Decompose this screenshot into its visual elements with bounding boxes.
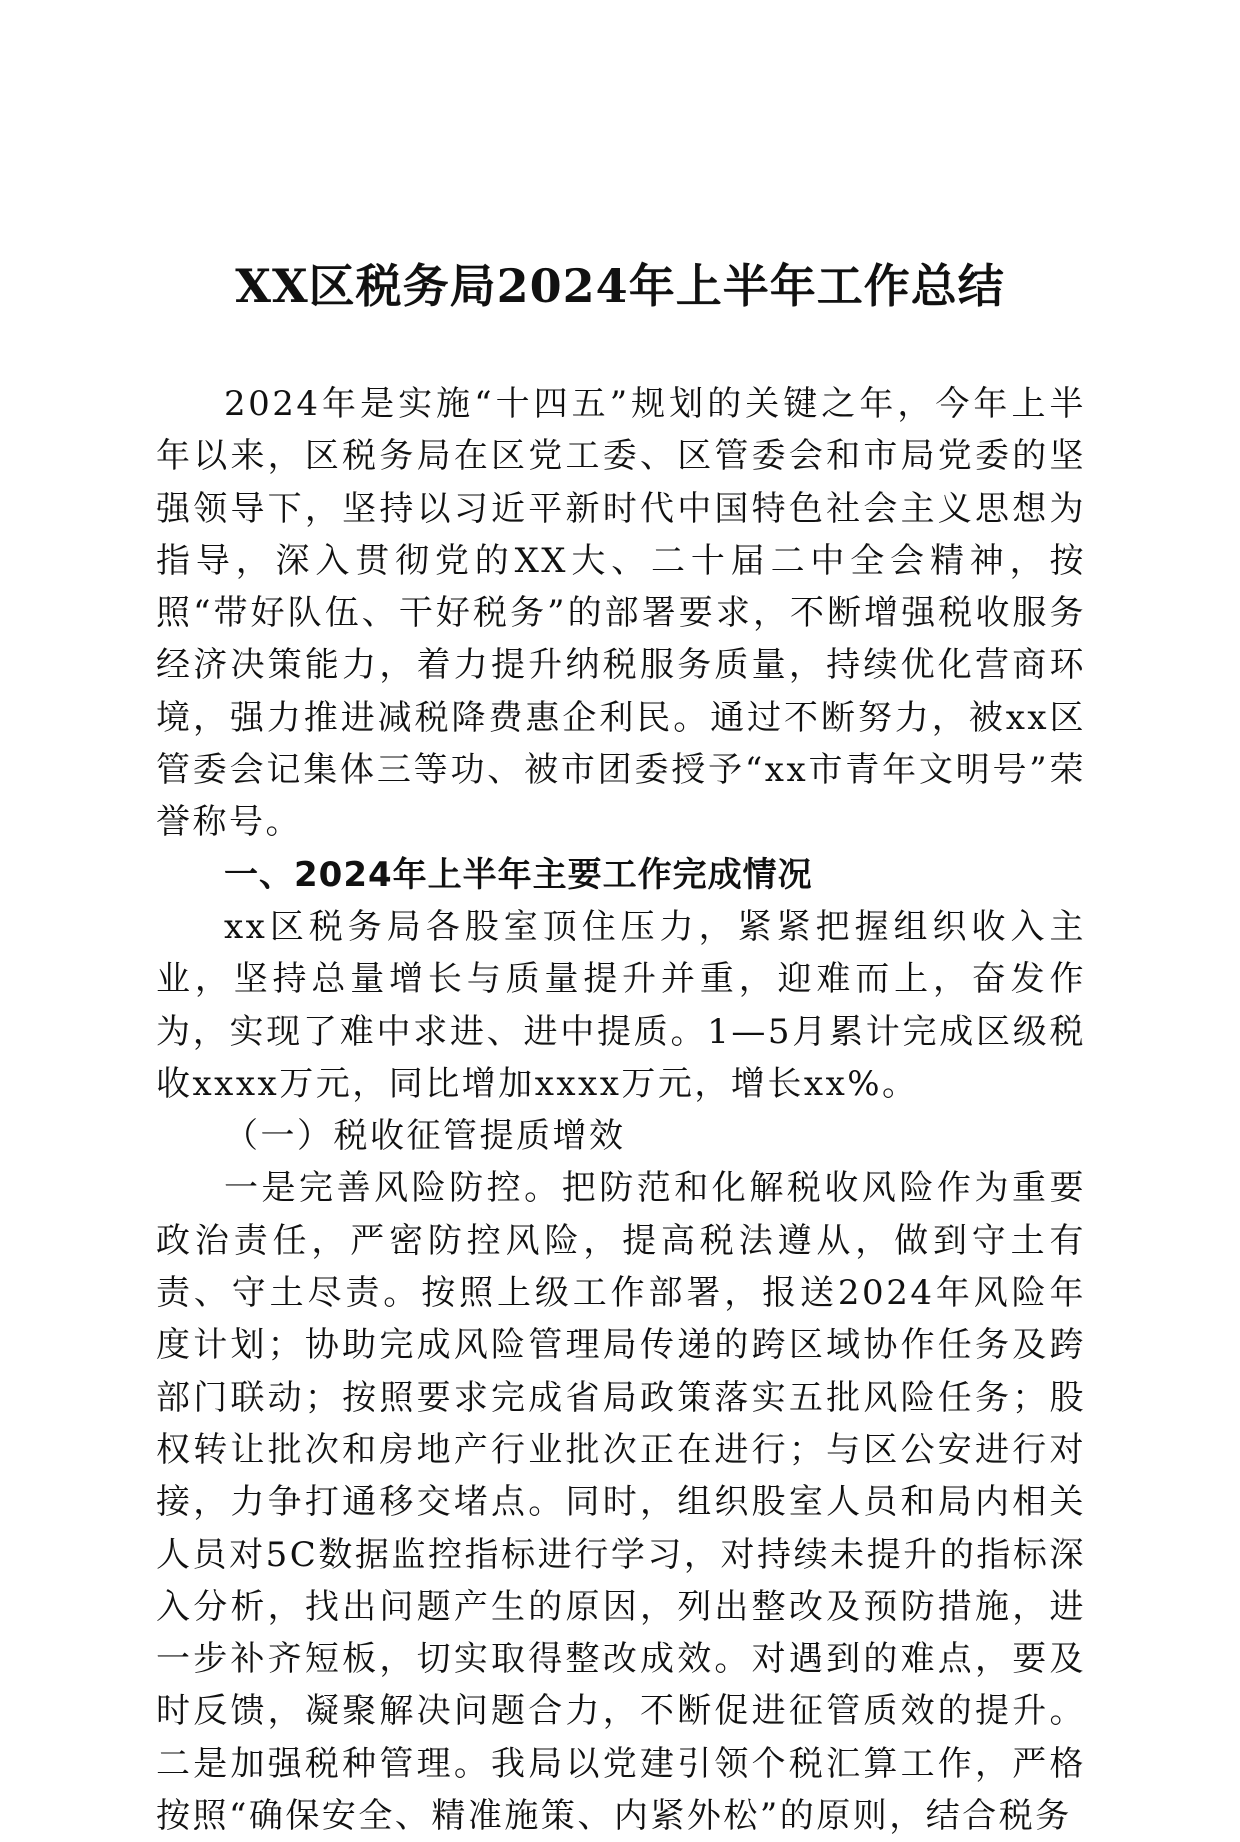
document-title: XX区税务局2024年上半年工作总结	[235, 259, 1005, 313]
intro-paragraph: 2024年是实施“十四五”规划的关键之年，今年上半年以来，区税务局在区党工委、区管委会和市局党委的坚强领导下，坚持以习近平新时代中国特色社会主义思想为指导，深入贯彻党的XX大、二十届二中全会精神，按照“带好队伍、干好税务”的部署要求，不断增强税收服务经济决策能力，着力提升纳税服务质量，持续优化营商环境，强力推进减税降费惠企利民。通过不断努力，被xx区管委会记集体三等功、被市团委授予“xx市青年文明号”荣誉称号。	[156, 384, 1086, 843]
subsection-paragraph: 一是完善风险防控。把防范和化解税收风险作为重要政治责任，严密防控风险，提高税法遵从，做到守土有责、守土尽责。按照上级工作部署，报送2024年风险年度计划；协助完成风险管理局传递的跨区域协作任务及跨部门联动；按照要求完成省局政策落实五批风险任务；股权转让批次和房地产行业批次正在进行；与区公安进行对接，力争打通移交堵点。同时，组织股室人员和局内相关人员对5C数据监控指标进行学习，对持续未提升的指标深入分析，找出问题产生的原因，列出整改及预防措施，进一步补齐短板，切实取得整改成效。对遇到的难点，要及时反馈，凝聚解决问题合力，不断促进征管质效的提升。二是加强税种管理。我局以党建引领个税汇算工作，严格按照“确保安全、精准施策、内紧外松”的原则，结合税务	[156, 1168, 1086, 1837]
section-paragraph: xx区税务局各股室顶住压力，紧紧把握组织收入主业，坚持总量增长与质量提升并重，迎难而上，奋发作为，实现了难中求进、进中提质。1—5月累计完成区级税收xxxx万元，同比增加xxxx万元，增长xx%。	[156, 906, 1086, 1104]
section-heading: 一、2024年上半年主要工作完成情况	[224, 854, 813, 895]
document-body	[156, 378, 1086, 1842]
subsection-heading: （一）税收征管提质增效	[224, 1116, 626, 1157]
